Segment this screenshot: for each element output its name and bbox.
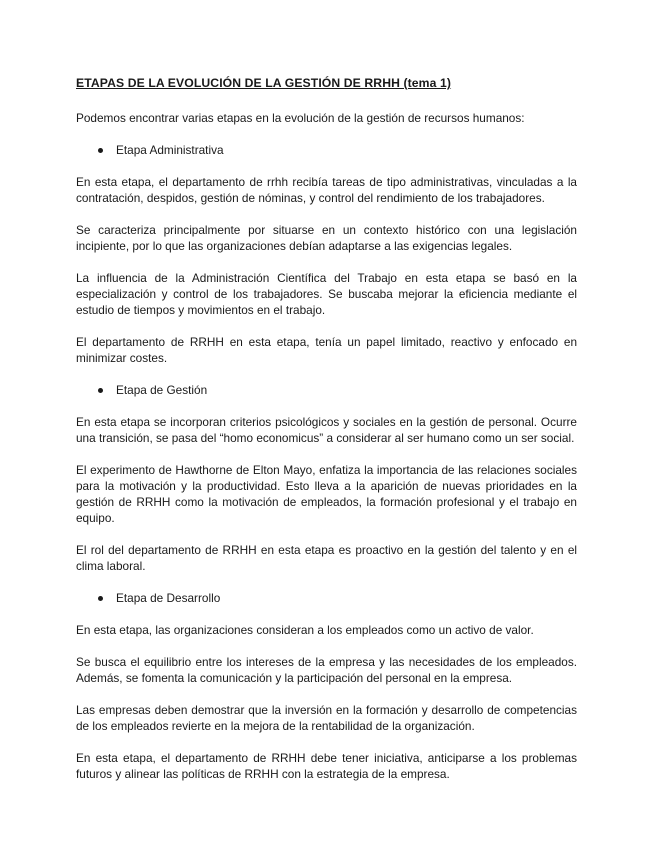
paragraph: En esta etapa, el departamento de rrhh recibía tareas de tipo administrativas, vinculadas a la contratación, despidos, gestión de nóminas, y control del rendimiento de los trabajadores.	[76, 175, 577, 205]
paragraph: El rol del departamento de RRHH en esta etapa es proactivo en la gestión del talento y en el clima laboral.	[76, 543, 577, 573]
bullet-icon	[98, 148, 103, 153]
paragraph: El experimento de Hawthorne de Elton Mayo, enfatiza la importancia de las relaciones sociales para la motivación y la productividad. Esto lleva a la aparición de nuevas prioridades en la gestión de RRHH como la motivación de empleados, la formación profesional y el trabajo en equipo.	[76, 463, 577, 525]
paragraph: En esta etapa, las organizaciones consideran a los empleados como un activo de valor.	[76, 623, 534, 637]
paragraph: Se caracteriza principalmente por situarse en un contexto histórico con una legislación incipiente, por lo que las organizaciones debían adaptarse a las exigencias legales.	[76, 223, 577, 253]
section-heading-label: Etapa de Gestión	[116, 383, 208, 397]
section-heading-administrativa	[76, 142, 577, 158]
section-heading-label: Etapa Administrativa	[116, 143, 224, 157]
section-heading-gestion	[76, 382, 577, 398]
paragraph: Las empresas deben demostrar que la inversión en la formación y desarrollo de competencias de los empleados revierte en la mejora de la rentabilidad de la organización.	[76, 703, 577, 733]
paragraph: La influencia de la Administración Científica del Trabajo en esta etapa se basó en la especialización y control de los trabajadores. Se buscaba mejorar la eficiencia mediante el estudio de tiempos y movimientos en el trabajo.	[76, 271, 577, 317]
paragraph: En esta etapa, el departamento de RRHH debe tener iniciativa, anticiparse a los problemas futuros y alinear las políticas de RRHH con la estrategia de la empresa.	[76, 751, 577, 781]
section-heading-label: Etapa de Desarrollo	[116, 591, 221, 605]
paragraph: El departamento de RRHH en esta etapa, tenía un papel limitado, reactivo y enfocado en minimizar costes.	[76, 335, 577, 365]
document-title: ETAPAS DE LA EVOLUCIÓN DE LA GESTIÓN DE RRHH (tema 1)	[76, 76, 452, 90]
section-heading-desarrollo	[76, 590, 577, 606]
bullet-icon	[98, 388, 103, 393]
bullet-icon	[98, 596, 103, 601]
paragraph: En esta etapa se incorporan criterios psicológicos y sociales en la gestión de personal. Ocurre una transición, se pasa del “homo economicus” a considerar al ser humano como un ser social.	[76, 415, 577, 445]
intro-paragraph: Podemos encontrar varias etapas en la evolución de la gestión de recursos humanos:	[76, 111, 525, 125]
paragraph: Se busca el equilibrio entre los intereses de la empresa y las necesidades de los empleados. Además, se fomenta la comunicación y la participación del personal en la empresa.	[76, 655, 577, 685]
